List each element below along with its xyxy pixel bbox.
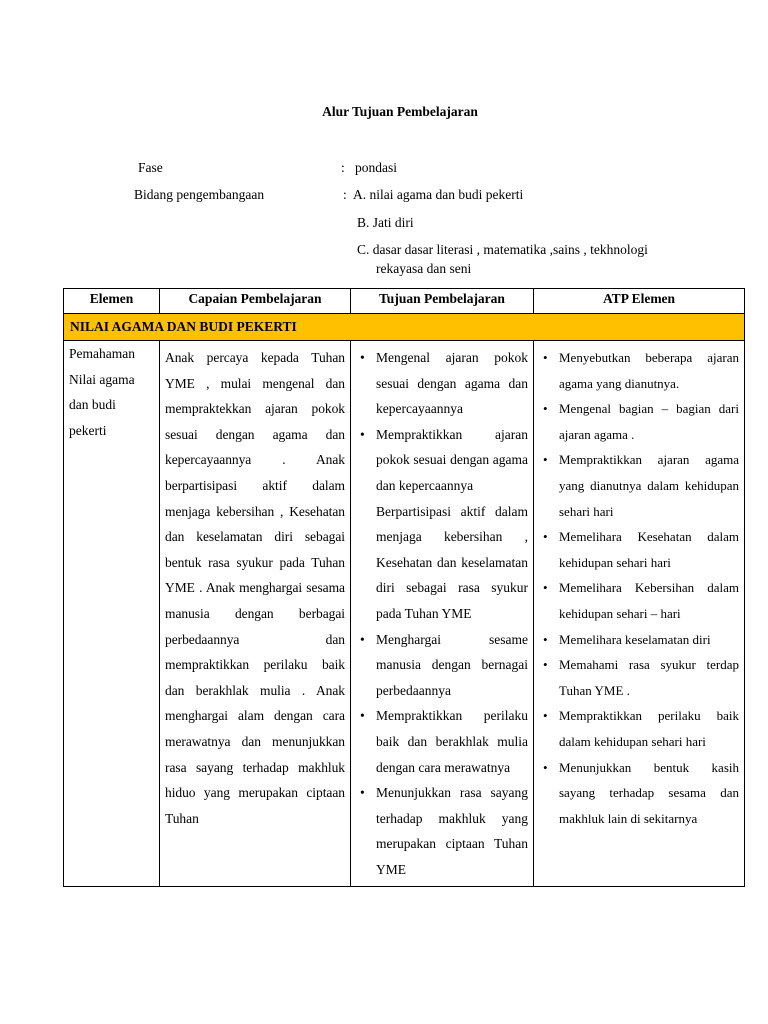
atp-item bbox=[539, 396, 739, 447]
bullet-icon: • bbox=[543, 631, 548, 647]
atp-text: Memahami rasa syukur terdap Tuhan YME . bbox=[559, 657, 739, 698]
tujuan-item bbox=[356, 499, 528, 627]
atp-item bbox=[539, 345, 739, 396]
elemen-cell: Pemahaman Nilai agama dan budi pekerti bbox=[64, 341, 160, 887]
tujuan-item bbox=[356, 780, 528, 882]
bullet-icon: • bbox=[543, 529, 548, 545]
atp-item bbox=[539, 575, 739, 626]
section-title: NILAI AGAMA DAN BUDI PEKERTI bbox=[64, 314, 745, 341]
header-row bbox=[64, 289, 745, 314]
atp-text: Menyebutkan beberapa ajaran agama yang dianutnya. bbox=[559, 350, 739, 391]
header-elemen: Elemen bbox=[64, 289, 160, 314]
atp-item bbox=[539, 524, 739, 575]
atp-text: Mempraktikkan ajaran agama yang dianutnya dalam kehidupan sehari hari bbox=[559, 452, 739, 519]
bullet-icon: • bbox=[360, 785, 365, 801]
bullet-icon: • bbox=[543, 657, 548, 673]
bullet-icon: • bbox=[543, 580, 548, 596]
bullet-icon: • bbox=[360, 426, 365, 442]
bullet-icon: • bbox=[360, 631, 365, 647]
content-row bbox=[64, 341, 745, 887]
header-capaian: Capaian Pembelajaran bbox=[160, 289, 351, 314]
atp-text: Memelihara Kebersihan dalam kehidupan sehari – hari bbox=[559, 580, 739, 621]
tujuan-text: Berpartisipasi aktif dalam menjaga kebersihan , Kesehatan dan keselamatan diri sebagai rasa syukur pada Tuhan YME bbox=[376, 503, 528, 621]
atp-text: Memelihara Kesehatan dalam kehidupan sehari hari bbox=[559, 529, 739, 570]
capaian-cell: Anak percaya kepada Tuhan YME , mulai mengenal dan mempraktekkan ajaran pokok sesuai dengan agama dan kepercayaannya . Anak berpartisipasi aktif dalam menjaga kebersihan , Kesehatan dan keselamatan diri sebagai bentuk rasa syukur pada Tuhan YME . Anak menghargai sesama manusia dengan berbagai perbedaannya dan mempraktikkan perilaku baik dan berakhlak mulia . Anak menghargai alam dengan cara merawatnya dan menunjukkan rasa sayang terhadap makhluk hiduo yang merupakan ciptaan Tuhan bbox=[160, 341, 351, 887]
tujuan-item bbox=[356, 422, 528, 499]
tujuan-list bbox=[356, 345, 528, 882]
bullet-icon: • bbox=[543, 401, 548, 417]
atp-cell bbox=[534, 341, 745, 887]
bullet-icon: • bbox=[543, 452, 548, 468]
atp-table bbox=[63, 288, 745, 887]
section-row bbox=[64, 314, 745, 341]
bidang-item-c: C. dasar dasar literasi , matematika ,sains , tekhnologi bbox=[357, 242, 648, 257]
fase-separator: : bbox=[341, 160, 345, 175]
bullet-icon: • bbox=[360, 350, 365, 365]
tujuan-item bbox=[356, 627, 528, 704]
header-tujuan: Tujuan Pembelajaran bbox=[351, 289, 534, 314]
bidang-label: Bidang pengembangaan bbox=[134, 187, 265, 202]
tujuan-text: Menunjukkan rasa sayang terhadap makhluk yang merupakan ciptaan Tuhan YME bbox=[376, 785, 528, 877]
fase-label: Fase bbox=[138, 160, 163, 175]
header-atp: ATP Elemen bbox=[534, 289, 745, 314]
bidang-item-c-cont: rekayasa dan seni bbox=[376, 261, 472, 276]
bullet-icon: • bbox=[543, 759, 548, 775]
bidang-item-a: A. nilai agama dan budi pekerti bbox=[353, 187, 524, 202]
bidang-separator: : bbox=[343, 187, 347, 202]
bullet-icon: • bbox=[543, 350, 548, 365]
bullet-icon: • bbox=[543, 708, 548, 724]
atp-text: Menunjukkan bentuk kasih sayang terhadap sesama dan makhluk lain di sekitarnya bbox=[559, 759, 739, 826]
tujuan-text: Mempraktikkan ajaran pokok sesuai dengan agama dan kepercaannya bbox=[376, 426, 528, 493]
atp-text: Mempraktikkan perilaku baik dalam kehidupan sehari hari bbox=[559, 708, 739, 749]
atp-text: Mengenal bagian – bagian dari ajaran agama . bbox=[559, 401, 739, 442]
tujuan-cell bbox=[351, 341, 534, 887]
tujuan-text: Mempraktikkan perilaku baik dan berakhlak mulia dengan cara merawatnya bbox=[376, 708, 528, 775]
atp-text: Memelihara keselamatan diri bbox=[559, 631, 711, 647]
atp-item bbox=[539, 755, 739, 832]
atp-item bbox=[539, 652, 739, 703]
page-title: Alur Tujuan Pembelajaran bbox=[322, 104, 478, 119]
atp-list bbox=[539, 345, 739, 831]
atp-item bbox=[539, 447, 739, 524]
bullet-icon: • bbox=[360, 708, 365, 724]
tujuan-text: Menghargai sesame manusia dengan bernagai perbedaannya bbox=[376, 631, 528, 698]
atp-item bbox=[539, 703, 739, 754]
fase-value: pondasi bbox=[355, 160, 397, 175]
tujuan-item bbox=[356, 703, 528, 780]
tujuan-text: Mengenal ajaran pokok sesuai dengan agama dan kepercayaannya bbox=[376, 350, 528, 417]
bidang-item-b: B. Jati diri bbox=[357, 215, 414, 230]
atp-item bbox=[539, 627, 739, 653]
tujuan-item bbox=[356, 345, 528, 422]
